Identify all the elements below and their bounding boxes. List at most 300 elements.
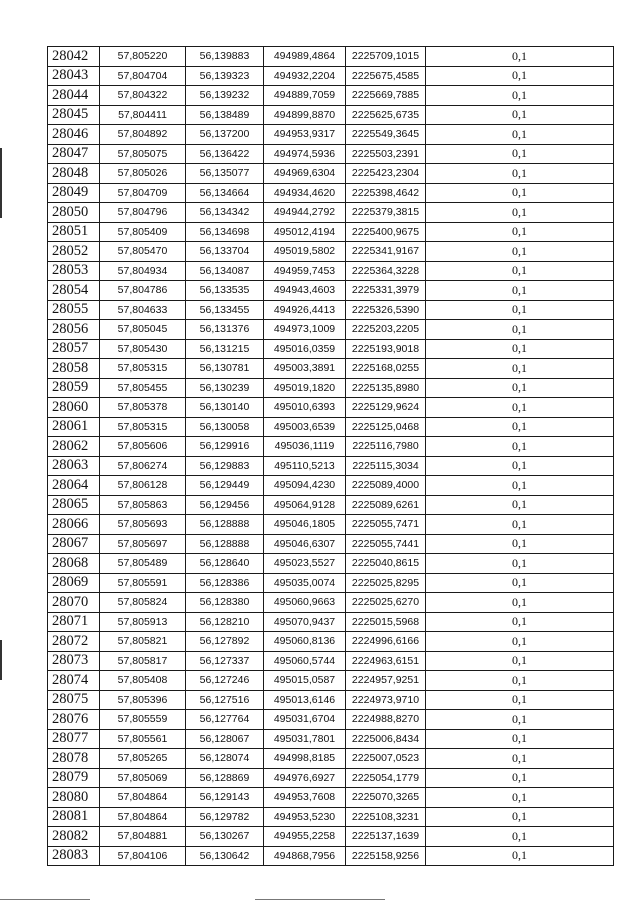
table-row bbox=[48, 359, 614, 379]
table-row bbox=[48, 476, 614, 496]
x-coordinate-cell: 494974,5936 bbox=[264, 144, 346, 164]
point-number-cell: 28069 bbox=[48, 573, 100, 593]
point-number-cell: 28058 bbox=[48, 359, 100, 379]
longitude-cell: 56,128869 bbox=[186, 768, 264, 788]
point-number-cell: 28049 bbox=[48, 183, 100, 203]
y-coordinate-cell: 2225070,3265 bbox=[346, 788, 426, 808]
point-number-cell: 28078 bbox=[48, 749, 100, 769]
table-row bbox=[48, 105, 614, 125]
latitude-cell: 57,804709 bbox=[100, 183, 186, 203]
longitude-cell: 56,129449 bbox=[186, 476, 264, 496]
precision-cell: 0,1 bbox=[426, 359, 614, 379]
longitude-cell: 56,130058 bbox=[186, 417, 264, 437]
table-row bbox=[48, 86, 614, 106]
latitude-cell: 57,804881 bbox=[100, 827, 186, 847]
y-coordinate-cell: 2225341,9167 bbox=[346, 242, 426, 262]
latitude-cell: 57,806128 bbox=[100, 476, 186, 496]
longitude-cell: 56,133704 bbox=[186, 242, 264, 262]
precision-cell: 0,1 bbox=[426, 768, 614, 788]
y-coordinate-cell: 2225055,7471 bbox=[346, 515, 426, 535]
precision-cell: 0,1 bbox=[426, 632, 614, 652]
precision-cell: 0,1 bbox=[426, 671, 614, 691]
latitude-cell: 57,805455 bbox=[100, 378, 186, 398]
x-coordinate-cell: 495064,9128 bbox=[264, 495, 346, 515]
latitude-cell: 57,805315 bbox=[100, 417, 186, 437]
latitude-cell: 57,805559 bbox=[100, 710, 186, 730]
table-row bbox=[48, 554, 614, 574]
y-coordinate-cell: 2225331,3979 bbox=[346, 281, 426, 301]
longitude-cell: 56,138489 bbox=[186, 105, 264, 125]
y-coordinate-cell: 2225055,7441 bbox=[346, 534, 426, 554]
x-coordinate-cell: 495060,9663 bbox=[264, 593, 346, 613]
longitude-cell: 56,134664 bbox=[186, 183, 264, 203]
point-number-cell: 28045 bbox=[48, 105, 100, 125]
x-coordinate-cell: 495046,6307 bbox=[264, 534, 346, 554]
point-number-cell: 28053 bbox=[48, 261, 100, 281]
longitude-cell: 56,129456 bbox=[186, 495, 264, 515]
table-row bbox=[48, 47, 614, 67]
precision-cell: 0,1 bbox=[426, 846, 614, 866]
latitude-cell: 57,805075 bbox=[100, 144, 186, 164]
longitude-cell: 56,130267 bbox=[186, 827, 264, 847]
longitude-cell: 56,139323 bbox=[186, 66, 264, 86]
x-coordinate-cell: 495019,1820 bbox=[264, 378, 346, 398]
point-number-cell: 28077 bbox=[48, 729, 100, 749]
table-row bbox=[48, 417, 614, 437]
longitude-cell: 56,129916 bbox=[186, 437, 264, 457]
y-coordinate-cell: 2225625,6735 bbox=[346, 105, 426, 125]
point-number-cell: 28075 bbox=[48, 690, 100, 710]
x-coordinate-cell: 495046,1805 bbox=[264, 515, 346, 535]
point-number-cell: 28066 bbox=[48, 515, 100, 535]
y-coordinate-cell: 2225398,4642 bbox=[346, 183, 426, 203]
table-row bbox=[48, 125, 614, 145]
x-coordinate-cell: 494934,4620 bbox=[264, 183, 346, 203]
table-body bbox=[48, 47, 614, 866]
latitude-cell: 57,805817 bbox=[100, 651, 186, 671]
y-coordinate-cell: 2225115,3034 bbox=[346, 456, 426, 476]
y-coordinate-cell: 2225108,3231 bbox=[346, 807, 426, 827]
table-row bbox=[48, 222, 614, 242]
longitude-cell: 56,134342 bbox=[186, 203, 264, 223]
precision-cell: 0,1 bbox=[426, 573, 614, 593]
x-coordinate-cell: 494943,4603 bbox=[264, 281, 346, 301]
y-coordinate-cell: 2225025,8295 bbox=[346, 573, 426, 593]
precision-cell: 0,1 bbox=[426, 261, 614, 281]
footer-rule-middle bbox=[255, 899, 385, 900]
table-row bbox=[48, 203, 614, 223]
longitude-cell: 56,128067 bbox=[186, 729, 264, 749]
precision-cell: 0,1 bbox=[426, 222, 614, 242]
longitude-cell: 56,128380 bbox=[186, 593, 264, 613]
table-row bbox=[48, 671, 614, 691]
table-row bbox=[48, 807, 614, 827]
precision-cell: 0,1 bbox=[426, 534, 614, 554]
point-number-cell: 28079 bbox=[48, 768, 100, 788]
precision-cell: 0,1 bbox=[426, 339, 614, 359]
longitude-cell: 56,127516 bbox=[186, 690, 264, 710]
point-number-cell: 28060 bbox=[48, 398, 100, 418]
point-number-cell: 28054 bbox=[48, 281, 100, 301]
point-number-cell: 28080 bbox=[48, 788, 100, 808]
point-number-cell: 28071 bbox=[48, 612, 100, 632]
y-coordinate-cell: 2225423,2304 bbox=[346, 164, 426, 184]
footer-rule-left bbox=[0, 899, 90, 900]
table-row bbox=[48, 593, 614, 613]
point-number-cell: 28073 bbox=[48, 651, 100, 671]
longitude-cell: 56,130239 bbox=[186, 378, 264, 398]
y-coordinate-cell: 2225709,1015 bbox=[346, 47, 426, 67]
longitude-cell: 56,131215 bbox=[186, 339, 264, 359]
y-coordinate-cell: 2225116,7980 bbox=[346, 437, 426, 457]
latitude-cell: 57,804633 bbox=[100, 300, 186, 320]
precision-cell: 0,1 bbox=[426, 788, 614, 808]
x-coordinate-cell: 495016,0359 bbox=[264, 339, 346, 359]
table-row bbox=[48, 573, 614, 593]
table-row bbox=[48, 320, 614, 340]
y-coordinate-cell: 2224957,9251 bbox=[346, 671, 426, 691]
x-coordinate-cell: 495060,8136 bbox=[264, 632, 346, 652]
table-row bbox=[48, 281, 614, 301]
point-number-cell: 28048 bbox=[48, 164, 100, 184]
table-row bbox=[48, 710, 614, 730]
y-coordinate-cell: 2225089,4000 bbox=[346, 476, 426, 496]
precision-cell: 0,1 bbox=[426, 398, 614, 418]
x-coordinate-cell: 495003,6539 bbox=[264, 417, 346, 437]
precision-cell: 0,1 bbox=[426, 456, 614, 476]
precision-cell: 0,1 bbox=[426, 47, 614, 67]
latitude-cell: 57,804892 bbox=[100, 125, 186, 145]
x-coordinate-cell: 494973,1009 bbox=[264, 320, 346, 340]
x-coordinate-cell: 495094,4230 bbox=[264, 476, 346, 496]
longitude-cell: 56,128888 bbox=[186, 534, 264, 554]
precision-cell: 0,1 bbox=[426, 164, 614, 184]
x-coordinate-cell: 495031,6704 bbox=[264, 710, 346, 730]
longitude-cell: 56,134698 bbox=[186, 222, 264, 242]
latitude-cell: 57,804864 bbox=[100, 807, 186, 827]
table-row bbox=[48, 788, 614, 808]
latitude-cell: 57,804106 bbox=[100, 846, 186, 866]
longitude-cell: 56,129782 bbox=[186, 807, 264, 827]
table-row bbox=[48, 729, 614, 749]
x-coordinate-cell: 494959,7453 bbox=[264, 261, 346, 281]
x-coordinate-cell: 494976,6927 bbox=[264, 768, 346, 788]
table-row bbox=[48, 339, 614, 359]
latitude-cell: 57,805489 bbox=[100, 554, 186, 574]
longitude-cell: 56,133535 bbox=[186, 281, 264, 301]
precision-cell: 0,1 bbox=[426, 729, 614, 749]
longitude-cell: 56,131376 bbox=[186, 320, 264, 340]
precision-cell: 0,1 bbox=[426, 749, 614, 769]
point-number-cell: 28064 bbox=[48, 476, 100, 496]
y-coordinate-cell: 2225675,4585 bbox=[346, 66, 426, 86]
longitude-cell: 56,127764 bbox=[186, 710, 264, 730]
precision-cell: 0,1 bbox=[426, 378, 614, 398]
table-row bbox=[48, 398, 614, 418]
latitude-cell: 57,805606 bbox=[100, 437, 186, 457]
precision-cell: 0,1 bbox=[426, 593, 614, 613]
latitude-cell: 57,805220 bbox=[100, 47, 186, 67]
latitude-cell: 57,804704 bbox=[100, 66, 186, 86]
x-coordinate-cell: 494953,9317 bbox=[264, 125, 346, 145]
latitude-cell: 57,804934 bbox=[100, 261, 186, 281]
point-number-cell: 28043 bbox=[48, 66, 100, 86]
table-row bbox=[48, 690, 614, 710]
point-number-cell: 28046 bbox=[48, 125, 100, 145]
longitude-cell: 56,129143 bbox=[186, 788, 264, 808]
x-coordinate-cell: 494969,6304 bbox=[264, 164, 346, 184]
latitude-cell: 57,805408 bbox=[100, 671, 186, 691]
y-coordinate-cell: 2224963,6151 bbox=[346, 651, 426, 671]
precision-cell: 0,1 bbox=[426, 417, 614, 437]
y-coordinate-cell: 2225203,2205 bbox=[346, 320, 426, 340]
table-row bbox=[48, 66, 614, 86]
y-coordinate-cell: 2225364,3228 bbox=[346, 261, 426, 281]
y-coordinate-cell: 2225669,7885 bbox=[346, 86, 426, 106]
latitude-cell: 57,805069 bbox=[100, 768, 186, 788]
longitude-cell: 56,130642 bbox=[186, 846, 264, 866]
y-coordinate-cell: 2225158,9256 bbox=[346, 846, 426, 866]
y-coordinate-cell: 2224988,8270 bbox=[346, 710, 426, 730]
longitude-cell: 56,128210 bbox=[186, 612, 264, 632]
table-row bbox=[48, 846, 614, 866]
table-row bbox=[48, 183, 614, 203]
point-number-cell: 28081 bbox=[48, 807, 100, 827]
point-number-cell: 28063 bbox=[48, 456, 100, 476]
latitude-cell: 57,805378 bbox=[100, 398, 186, 418]
y-coordinate-cell: 2225549,3645 bbox=[346, 125, 426, 145]
precision-cell: 0,1 bbox=[426, 710, 614, 730]
y-coordinate-cell: 2224973,9710 bbox=[346, 690, 426, 710]
x-coordinate-cell: 495019,5802 bbox=[264, 242, 346, 262]
point-number-cell: 28083 bbox=[48, 846, 100, 866]
longitude-cell: 56,137200 bbox=[186, 125, 264, 145]
point-number-cell: 28067 bbox=[48, 534, 100, 554]
precision-cell: 0,1 bbox=[426, 125, 614, 145]
y-coordinate-cell: 2225129,9624 bbox=[346, 398, 426, 418]
latitude-cell: 57,804322 bbox=[100, 86, 186, 106]
y-coordinate-cell: 2225503,2391 bbox=[346, 144, 426, 164]
point-number-cell: 28051 bbox=[48, 222, 100, 242]
latitude-cell: 57,804411 bbox=[100, 105, 186, 125]
y-coordinate-cell: 2225125,0468 bbox=[346, 417, 426, 437]
y-coordinate-cell: 2225135,8980 bbox=[346, 378, 426, 398]
table-row bbox=[48, 261, 614, 281]
point-number-cell: 28074 bbox=[48, 671, 100, 691]
point-number-cell: 28076 bbox=[48, 710, 100, 730]
point-number-cell: 28042 bbox=[48, 47, 100, 67]
longitude-cell: 56,133455 bbox=[186, 300, 264, 320]
precision-cell: 0,1 bbox=[426, 203, 614, 223]
latitude-cell: 57,805396 bbox=[100, 690, 186, 710]
point-number-cell: 28056 bbox=[48, 320, 100, 340]
longitude-cell: 56,128074 bbox=[186, 749, 264, 769]
y-coordinate-cell: 2225054,1779 bbox=[346, 768, 426, 788]
x-coordinate-cell: 494926,4413 bbox=[264, 300, 346, 320]
scan-edge-mark-bottom bbox=[0, 640, 2, 680]
precision-cell: 0,1 bbox=[426, 281, 614, 301]
point-number-cell: 28062 bbox=[48, 437, 100, 457]
y-coordinate-cell: 2225400,9675 bbox=[346, 222, 426, 242]
precision-cell: 0,1 bbox=[426, 242, 614, 262]
point-number-cell: 28047 bbox=[48, 144, 100, 164]
precision-cell: 0,1 bbox=[426, 144, 614, 164]
table-row bbox=[48, 651, 614, 671]
latitude-cell: 57,805561 bbox=[100, 729, 186, 749]
precision-cell: 0,1 bbox=[426, 495, 614, 515]
x-coordinate-cell: 494989,4864 bbox=[264, 47, 346, 67]
x-coordinate-cell: 495060,5744 bbox=[264, 651, 346, 671]
longitude-cell: 56,128640 bbox=[186, 554, 264, 574]
precision-cell: 0,1 bbox=[426, 86, 614, 106]
y-coordinate-cell: 2225040,8615 bbox=[346, 554, 426, 574]
point-number-cell: 28061 bbox=[48, 417, 100, 437]
y-coordinate-cell: 2225379,3815 bbox=[346, 203, 426, 223]
precision-cell: 0,1 bbox=[426, 515, 614, 535]
precision-cell: 0,1 bbox=[426, 827, 614, 847]
longitude-cell: 56,134087 bbox=[186, 261, 264, 281]
longitude-cell: 56,128386 bbox=[186, 573, 264, 593]
latitude-cell: 57,806274 bbox=[100, 456, 186, 476]
x-coordinate-cell: 494953,7608 bbox=[264, 788, 346, 808]
point-number-cell: 28082 bbox=[48, 827, 100, 847]
table-row bbox=[48, 749, 614, 769]
precision-cell: 0,1 bbox=[426, 183, 614, 203]
x-coordinate-cell: 494899,8870 bbox=[264, 105, 346, 125]
latitude-cell: 57,805470 bbox=[100, 242, 186, 262]
y-coordinate-cell: 2225089,6261 bbox=[346, 495, 426, 515]
x-coordinate-cell: 495070,9437 bbox=[264, 612, 346, 632]
point-number-cell: 28059 bbox=[48, 378, 100, 398]
precision-cell: 0,1 bbox=[426, 476, 614, 496]
coordinates-table bbox=[47, 46, 614, 866]
x-coordinate-cell: 494932,2204 bbox=[264, 66, 346, 86]
latitude-cell: 57,805265 bbox=[100, 749, 186, 769]
precision-cell: 0,1 bbox=[426, 612, 614, 632]
point-number-cell: 28052 bbox=[48, 242, 100, 262]
latitude-cell: 57,805821 bbox=[100, 632, 186, 652]
table-row bbox=[48, 632, 614, 652]
y-coordinate-cell: 2225007,0523 bbox=[346, 749, 426, 769]
table-row bbox=[48, 612, 614, 632]
table-row bbox=[48, 768, 614, 788]
precision-cell: 0,1 bbox=[426, 105, 614, 125]
longitude-cell: 56,130140 bbox=[186, 398, 264, 418]
x-coordinate-cell: 494953,5230 bbox=[264, 807, 346, 827]
latitude-cell: 57,805591 bbox=[100, 573, 186, 593]
x-coordinate-cell: 495035,0074 bbox=[264, 573, 346, 593]
latitude-cell: 57,805409 bbox=[100, 222, 186, 242]
precision-cell: 0,1 bbox=[426, 66, 614, 86]
x-coordinate-cell: 494868,7956 bbox=[264, 846, 346, 866]
precision-cell: 0,1 bbox=[426, 554, 614, 574]
table-row bbox=[48, 827, 614, 847]
longitude-cell: 56,130781 bbox=[186, 359, 264, 379]
point-number-cell: 28057 bbox=[48, 339, 100, 359]
precision-cell: 0,1 bbox=[426, 807, 614, 827]
latitude-cell: 57,805026 bbox=[100, 164, 186, 184]
precision-cell: 0,1 bbox=[426, 320, 614, 340]
latitude-cell: 57,804864 bbox=[100, 788, 186, 808]
x-coordinate-cell: 495013,6146 bbox=[264, 690, 346, 710]
table-row bbox=[48, 164, 614, 184]
point-number-cell: 28068 bbox=[48, 554, 100, 574]
table-row bbox=[48, 144, 614, 164]
latitude-cell: 57,805697 bbox=[100, 534, 186, 554]
longitude-cell: 56,139232 bbox=[186, 86, 264, 106]
point-number-cell: 28044 bbox=[48, 86, 100, 106]
longitude-cell: 56,127337 bbox=[186, 651, 264, 671]
longitude-cell: 56,127246 bbox=[186, 671, 264, 691]
x-coordinate-cell: 495012,4194 bbox=[264, 222, 346, 242]
x-coordinate-cell: 494889,7059 bbox=[264, 86, 346, 106]
y-coordinate-cell: 2225015,5968 bbox=[346, 612, 426, 632]
x-coordinate-cell: 495110,5213 bbox=[264, 456, 346, 476]
table-row bbox=[48, 378, 614, 398]
precision-cell: 0,1 bbox=[426, 651, 614, 671]
table-row bbox=[48, 300, 614, 320]
latitude-cell: 57,805824 bbox=[100, 593, 186, 613]
longitude-cell: 56,127892 bbox=[186, 632, 264, 652]
x-coordinate-cell: 495031,7801 bbox=[264, 729, 346, 749]
latitude-cell: 57,805913 bbox=[100, 612, 186, 632]
point-number-cell: 28070 bbox=[48, 593, 100, 613]
point-number-cell: 28055 bbox=[48, 300, 100, 320]
point-number-cell: 28050 bbox=[48, 203, 100, 223]
longitude-cell: 56,129883 bbox=[186, 456, 264, 476]
table-row bbox=[48, 515, 614, 535]
longitude-cell: 56,136422 bbox=[186, 144, 264, 164]
latitude-cell: 57,804786 bbox=[100, 281, 186, 301]
x-coordinate-cell: 495003,3891 bbox=[264, 359, 346, 379]
table-row bbox=[48, 534, 614, 554]
y-coordinate-cell: 2225137,1639 bbox=[346, 827, 426, 847]
latitude-cell: 57,805045 bbox=[100, 320, 186, 340]
x-coordinate-cell: 495023,5527 bbox=[264, 554, 346, 574]
precision-cell: 0,1 bbox=[426, 300, 614, 320]
longitude-cell: 56,128888 bbox=[186, 515, 264, 535]
latitude-cell: 57,805315 bbox=[100, 359, 186, 379]
x-coordinate-cell: 495036,1119 bbox=[264, 437, 346, 457]
table-row bbox=[48, 495, 614, 515]
scan-edge-mark-top bbox=[0, 148, 2, 218]
y-coordinate-cell: 2224996,6166 bbox=[346, 632, 426, 652]
longitude-cell: 56,139883 bbox=[186, 47, 264, 67]
latitude-cell: 57,805430 bbox=[100, 339, 186, 359]
latitude-cell: 57,804796 bbox=[100, 203, 186, 223]
y-coordinate-cell: 2225193,9018 bbox=[346, 339, 426, 359]
precision-cell: 0,1 bbox=[426, 437, 614, 457]
x-coordinate-cell: 494944,2792 bbox=[264, 203, 346, 223]
x-coordinate-cell: 495015,0587 bbox=[264, 671, 346, 691]
table-row bbox=[48, 242, 614, 262]
x-coordinate-cell: 495010,6393 bbox=[264, 398, 346, 418]
x-coordinate-cell: 494955,2258 bbox=[264, 827, 346, 847]
precision-cell: 0,1 bbox=[426, 690, 614, 710]
table-row bbox=[48, 437, 614, 457]
longitude-cell: 56,135077 bbox=[186, 164, 264, 184]
x-coordinate-cell: 494998,8185 bbox=[264, 749, 346, 769]
latitude-cell: 57,805863 bbox=[100, 495, 186, 515]
latitude-cell: 57,805693 bbox=[100, 515, 186, 535]
y-coordinate-cell: 2225326,5390 bbox=[346, 300, 426, 320]
y-coordinate-cell: 2225168,0255 bbox=[346, 359, 426, 379]
y-coordinate-cell: 2225006,8434 bbox=[346, 729, 426, 749]
y-coordinate-cell: 2225025,6270 bbox=[346, 593, 426, 613]
point-number-cell: 28065 bbox=[48, 495, 100, 515]
table-row bbox=[48, 456, 614, 476]
point-number-cell: 28072 bbox=[48, 632, 100, 652]
